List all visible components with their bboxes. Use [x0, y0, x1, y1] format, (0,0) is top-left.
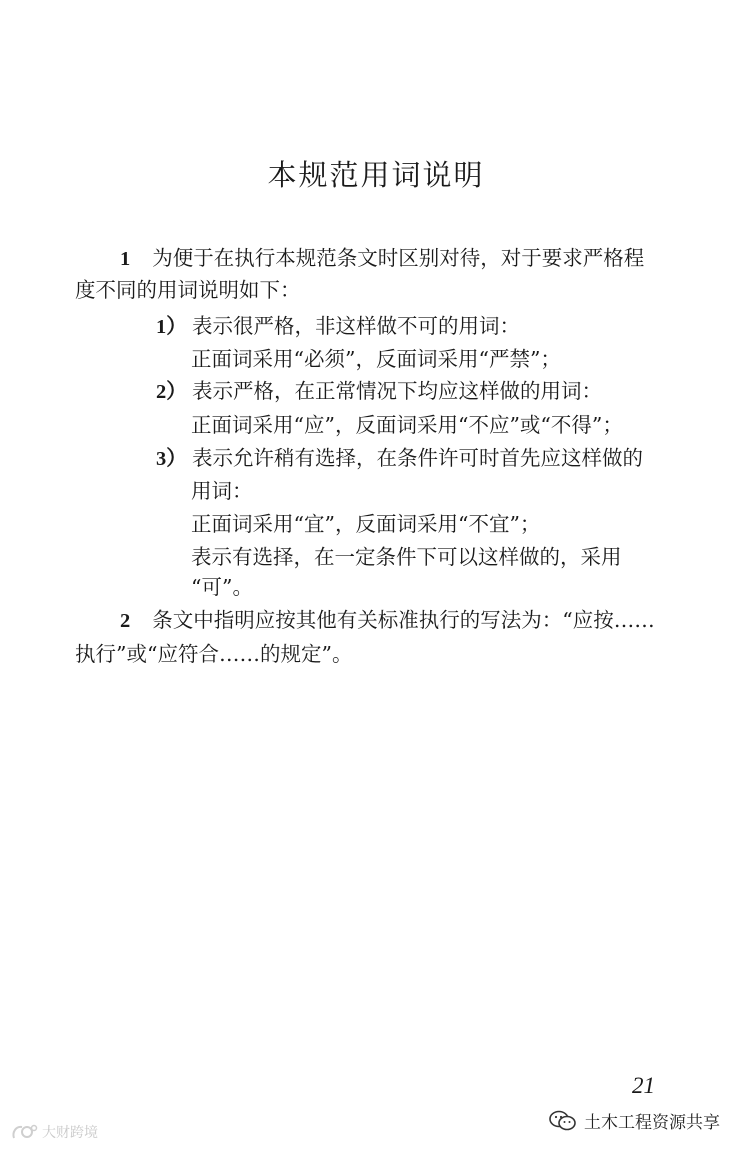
page-number: 21 [632, 1073, 655, 1098]
clause-2-text: 条文中指明应按其他有关标准执行的写法为：“应按…… [152, 608, 655, 632]
item-2-number: 2） [156, 381, 187, 403]
wechat-icon [548, 1109, 578, 1133]
watermark-left [10, 1122, 98, 1142]
watermark-left-text: 大财跨境 [42, 1125, 98, 1141]
clause-1-text: 为便于在执行本规范条文时区别对待，对于要求严格程 [152, 246, 645, 270]
clause-1-line-2 [75, 272, 690, 309]
page-title: 本规范用词说明 [267, 158, 485, 192]
item-3-number: 3） [156, 448, 187, 470]
item-3-line-2: 用词： [191, 479, 253, 503]
item-1-number: 1） [156, 316, 187, 338]
clause-1-number: 1 [120, 248, 131, 270]
item-3-line-5: “可”。 [191, 575, 253, 599]
item-3-line-3: 正面词采用“宜”，反面词采用“不宜”； [191, 512, 541, 536]
item-3-text: 表示允许稍有选择，在条件许可时首先应这样做的 [192, 446, 643, 470]
item-2-line-2: 正面词采用“应”，反面词采用“不应”或“不得”； [191, 413, 623, 437]
clause-2-line-1 [75, 602, 690, 640]
item-2 [156, 373, 690, 411]
clause-1-text-cont: 度不同的用词说明如下： [75, 278, 301, 302]
item-1-line-2: 正面词采用“必须”，反面词采用“严禁”； [191, 347, 561, 371]
item-2-text: 表示严格，在正常情况下均应这样做的用词： [192, 379, 602, 403]
clause-2-line-2 [75, 636, 690, 673]
watermark-right-text: 土木工程资源共享 [584, 1113, 720, 1133]
item-1-text: 表示很严格，非这样做不可的用词： [192, 314, 520, 338]
logo-mark [10, 1122, 38, 1142]
clause-2-number: 2 [120, 610, 131, 632]
watermark-right [548, 1108, 720, 1133]
item-3-line-4: 表示有选择，在一定条件下可以这样做的，采用 [191, 545, 622, 569]
clause-2-text-cont: 执行”或“应符合……的规定”。 [75, 642, 353, 666]
